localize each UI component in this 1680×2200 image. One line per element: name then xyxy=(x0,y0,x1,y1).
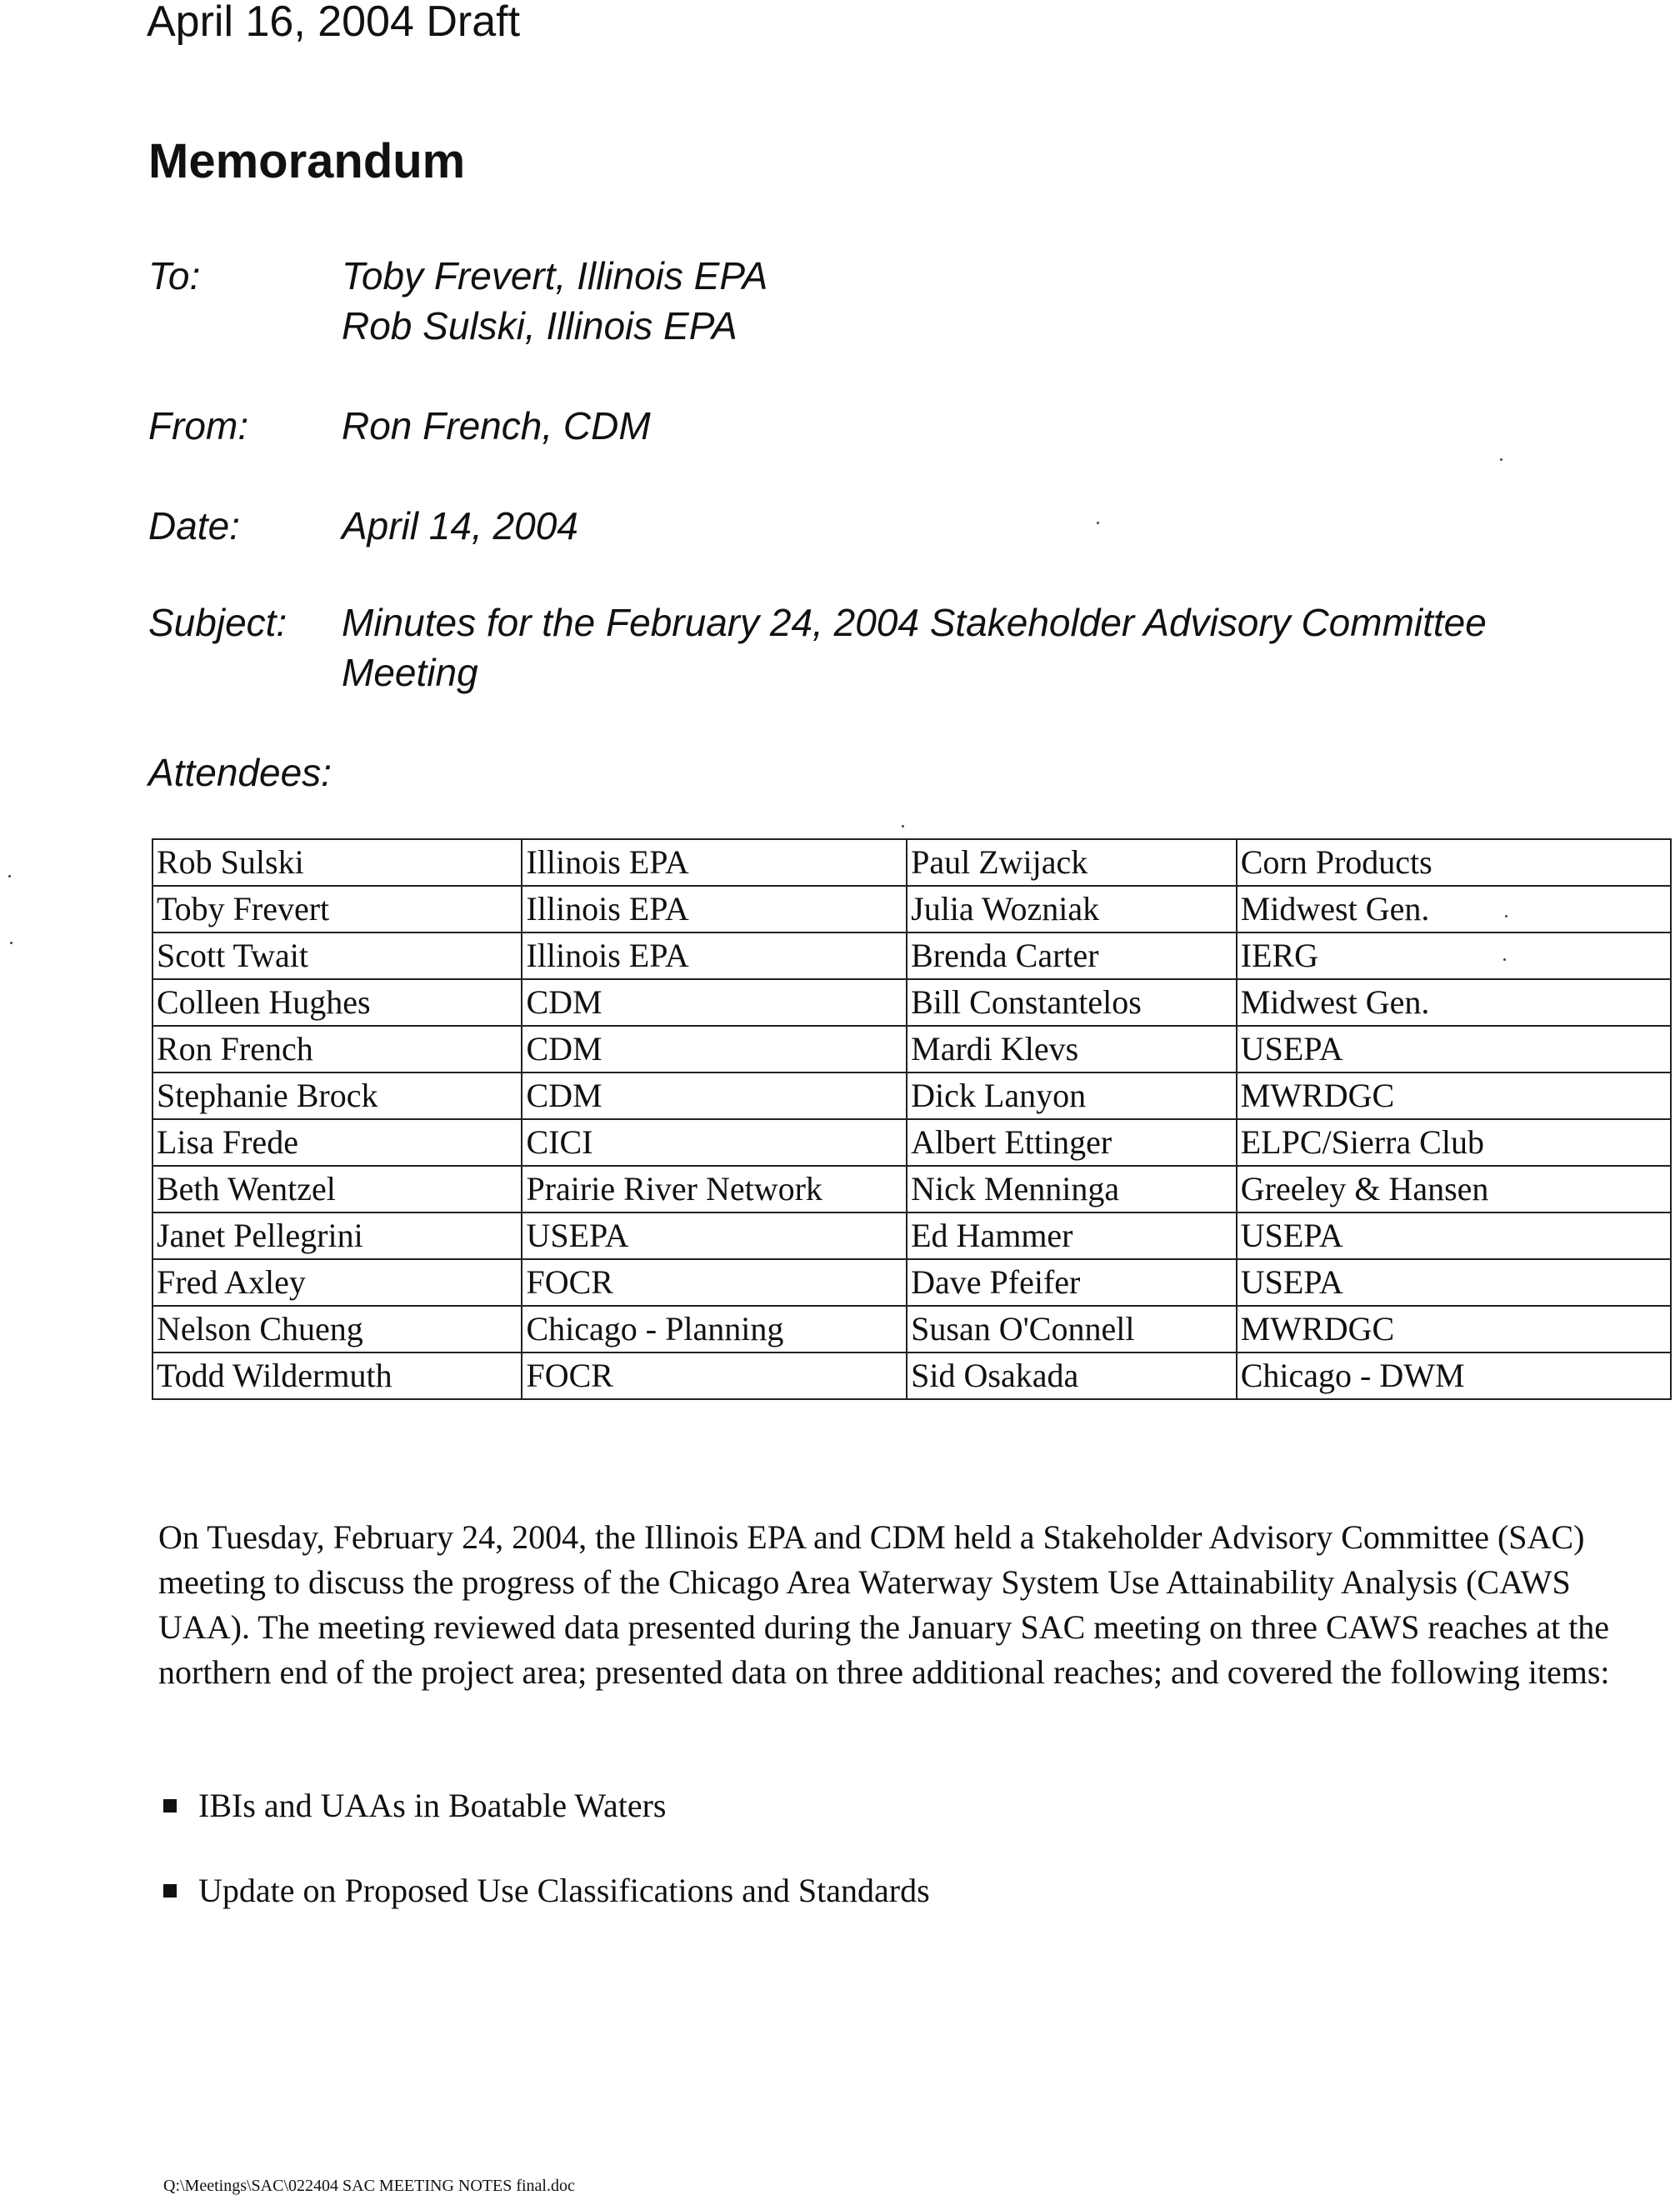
attendee-org: FOCR xyxy=(522,1352,907,1399)
attendee-name: Bill Constantelos xyxy=(907,979,1237,1026)
attendee-org: USEPA xyxy=(1237,1026,1671,1072)
memo-title: Memorandum xyxy=(148,134,466,188)
attendee-name: Todd Wildermuth xyxy=(152,1352,522,1399)
attendee-name: Colleen Hughes xyxy=(152,979,522,1026)
from-label: From: xyxy=(148,404,249,448)
scan-speck xyxy=(1500,458,1502,461)
subject-label: Subject: xyxy=(148,601,288,644)
table-row xyxy=(152,1119,1671,1166)
date-value: April 14, 2004 xyxy=(342,504,578,548)
attendee-org: CDM xyxy=(522,1026,907,1072)
attendee-name: Paul Zwijack xyxy=(907,839,1237,886)
attendee-org: Corn Products xyxy=(1237,839,1671,886)
square-bullet-icon xyxy=(163,1799,177,1812)
attendee-name: Mardi Klevs xyxy=(907,1026,1237,1072)
attendee-org: USEPA xyxy=(522,1212,907,1259)
attendee-name: Brenda Carter xyxy=(907,932,1237,979)
attendee-name: Rob Sulski xyxy=(152,839,522,886)
table-row xyxy=(152,1306,1671,1352)
scan-speck xyxy=(1505,915,1508,918)
attendee-name: Susan O'Connell xyxy=(907,1306,1237,1352)
body-paragraph: On Tuesday, February 24, 2004, the Illinois EPA and CDM held a Stakeholder Advisory Committee (SAC) meeting to discuss the progress of the Chicago Area Waterway System Use Attainability Analysis (CAWS UAA). The meeting reviewed data presented during the January SAC meeting on three CAWS reaches at the northern end of the project area; presented data on three additional reaches; and covered the following items: xyxy=(158,1518,1610,1691)
attendee-name: Dave Pfeifer xyxy=(907,1259,1237,1306)
bullet-item xyxy=(163,1783,666,1828)
attendee-name: Ron French xyxy=(152,1026,522,1072)
attendee-org: CDM xyxy=(522,1072,907,1119)
attendee-org: Midwest Gen. xyxy=(1237,886,1671,932)
attendee-org: Illinois EPA xyxy=(522,932,907,979)
attendee-org: Midwest Gen. xyxy=(1237,979,1671,1026)
attendee-org: IERG xyxy=(1237,932,1671,979)
to-label: To: xyxy=(148,254,201,298)
bullet-text: Update on Proposed Use Classifications and Standards xyxy=(198,1872,930,1909)
table-row xyxy=(152,1259,1671,1306)
attendee-org: Chicago - DWM xyxy=(1237,1352,1671,1399)
table-row xyxy=(152,1352,1671,1399)
attendee-name: Julia Wozniak xyxy=(907,886,1237,932)
scan-speck xyxy=(10,942,12,944)
attendee-org: MWRDGC xyxy=(1237,1306,1671,1352)
table-row xyxy=(152,1026,1671,1072)
from-value: Ron French, CDM xyxy=(342,404,651,448)
table-row xyxy=(152,886,1671,932)
attendee-org: Illinois EPA xyxy=(522,886,907,932)
bullet-item xyxy=(163,1868,930,1913)
attendees-table xyxy=(152,838,1672,1400)
subject-line-1: Minutes for the February 24, 2004 Stakeholder Advisory Committee xyxy=(342,601,1487,644)
attendee-name: Lisa Frede xyxy=(152,1119,522,1166)
date-label: Date: xyxy=(148,504,240,548)
attendee-org: CICI xyxy=(522,1119,907,1166)
attendee-name: Nick Menninga xyxy=(907,1166,1237,1212)
table-row xyxy=(152,979,1671,1026)
attendee-org: Greeley & Hansen xyxy=(1237,1166,1671,1212)
table-row xyxy=(152,932,1671,979)
table-row xyxy=(152,1212,1671,1259)
attendee-org: Chicago - Planning xyxy=(522,1306,907,1352)
attendee-org: USEPA xyxy=(1237,1212,1671,1259)
attendee-name: Dick Lanyon xyxy=(907,1072,1237,1119)
table-row xyxy=(152,1072,1671,1119)
attendee-name: Ed Hammer xyxy=(907,1212,1237,1259)
to-line-2: Rob Sulski, Illinois EPA xyxy=(342,304,738,348)
attendee-org: Illinois EPA xyxy=(522,839,907,886)
attendee-org: ELPC/Sierra Club xyxy=(1237,1119,1671,1166)
attendee-org: USEPA xyxy=(1237,1259,1671,1306)
attendee-name: Fred Axley xyxy=(152,1259,522,1306)
attendee-name: Janet Pellegrini xyxy=(152,1212,522,1259)
attendee-org: FOCR xyxy=(522,1259,907,1306)
attendee-name: Toby Frevert xyxy=(152,886,522,932)
table-row xyxy=(152,1166,1671,1212)
attendee-org: MWRDGC xyxy=(1237,1072,1671,1119)
draft-label: April 16, 2004 Draft xyxy=(147,0,521,46)
attendee-name: Stephanie Brock xyxy=(152,1072,522,1119)
attendee-org: Prairie River Network xyxy=(522,1166,907,1212)
scan-speck xyxy=(902,825,904,828)
attendee-name: Scott Twait xyxy=(152,932,522,979)
attendees-label: Attendees: xyxy=(148,751,332,794)
attendee-name: Sid Osakada xyxy=(907,1352,1237,1399)
scan-speck xyxy=(1097,522,1099,524)
square-bullet-icon xyxy=(163,1884,177,1898)
attendee-org: CDM xyxy=(522,979,907,1026)
footer-file-path: Q:\Meetings\SAC\022404 SAC MEETING NOTES final.doc xyxy=(163,2177,575,2195)
attendee-name: Albert Ettinger xyxy=(907,1119,1237,1166)
scan-speck xyxy=(1503,958,1506,961)
table-row xyxy=(152,839,1671,886)
attendee-name: Nelson Chueng xyxy=(152,1306,522,1352)
attendee-name: Beth Wentzel xyxy=(152,1166,522,1212)
bullet-text: IBIs and UAAs in Boatable Waters xyxy=(198,1787,667,1824)
subject-line-2: Meeting xyxy=(342,651,478,694)
to-line-1: Toby Frevert, Illinois EPA xyxy=(342,254,768,298)
scan-speck xyxy=(8,875,11,878)
